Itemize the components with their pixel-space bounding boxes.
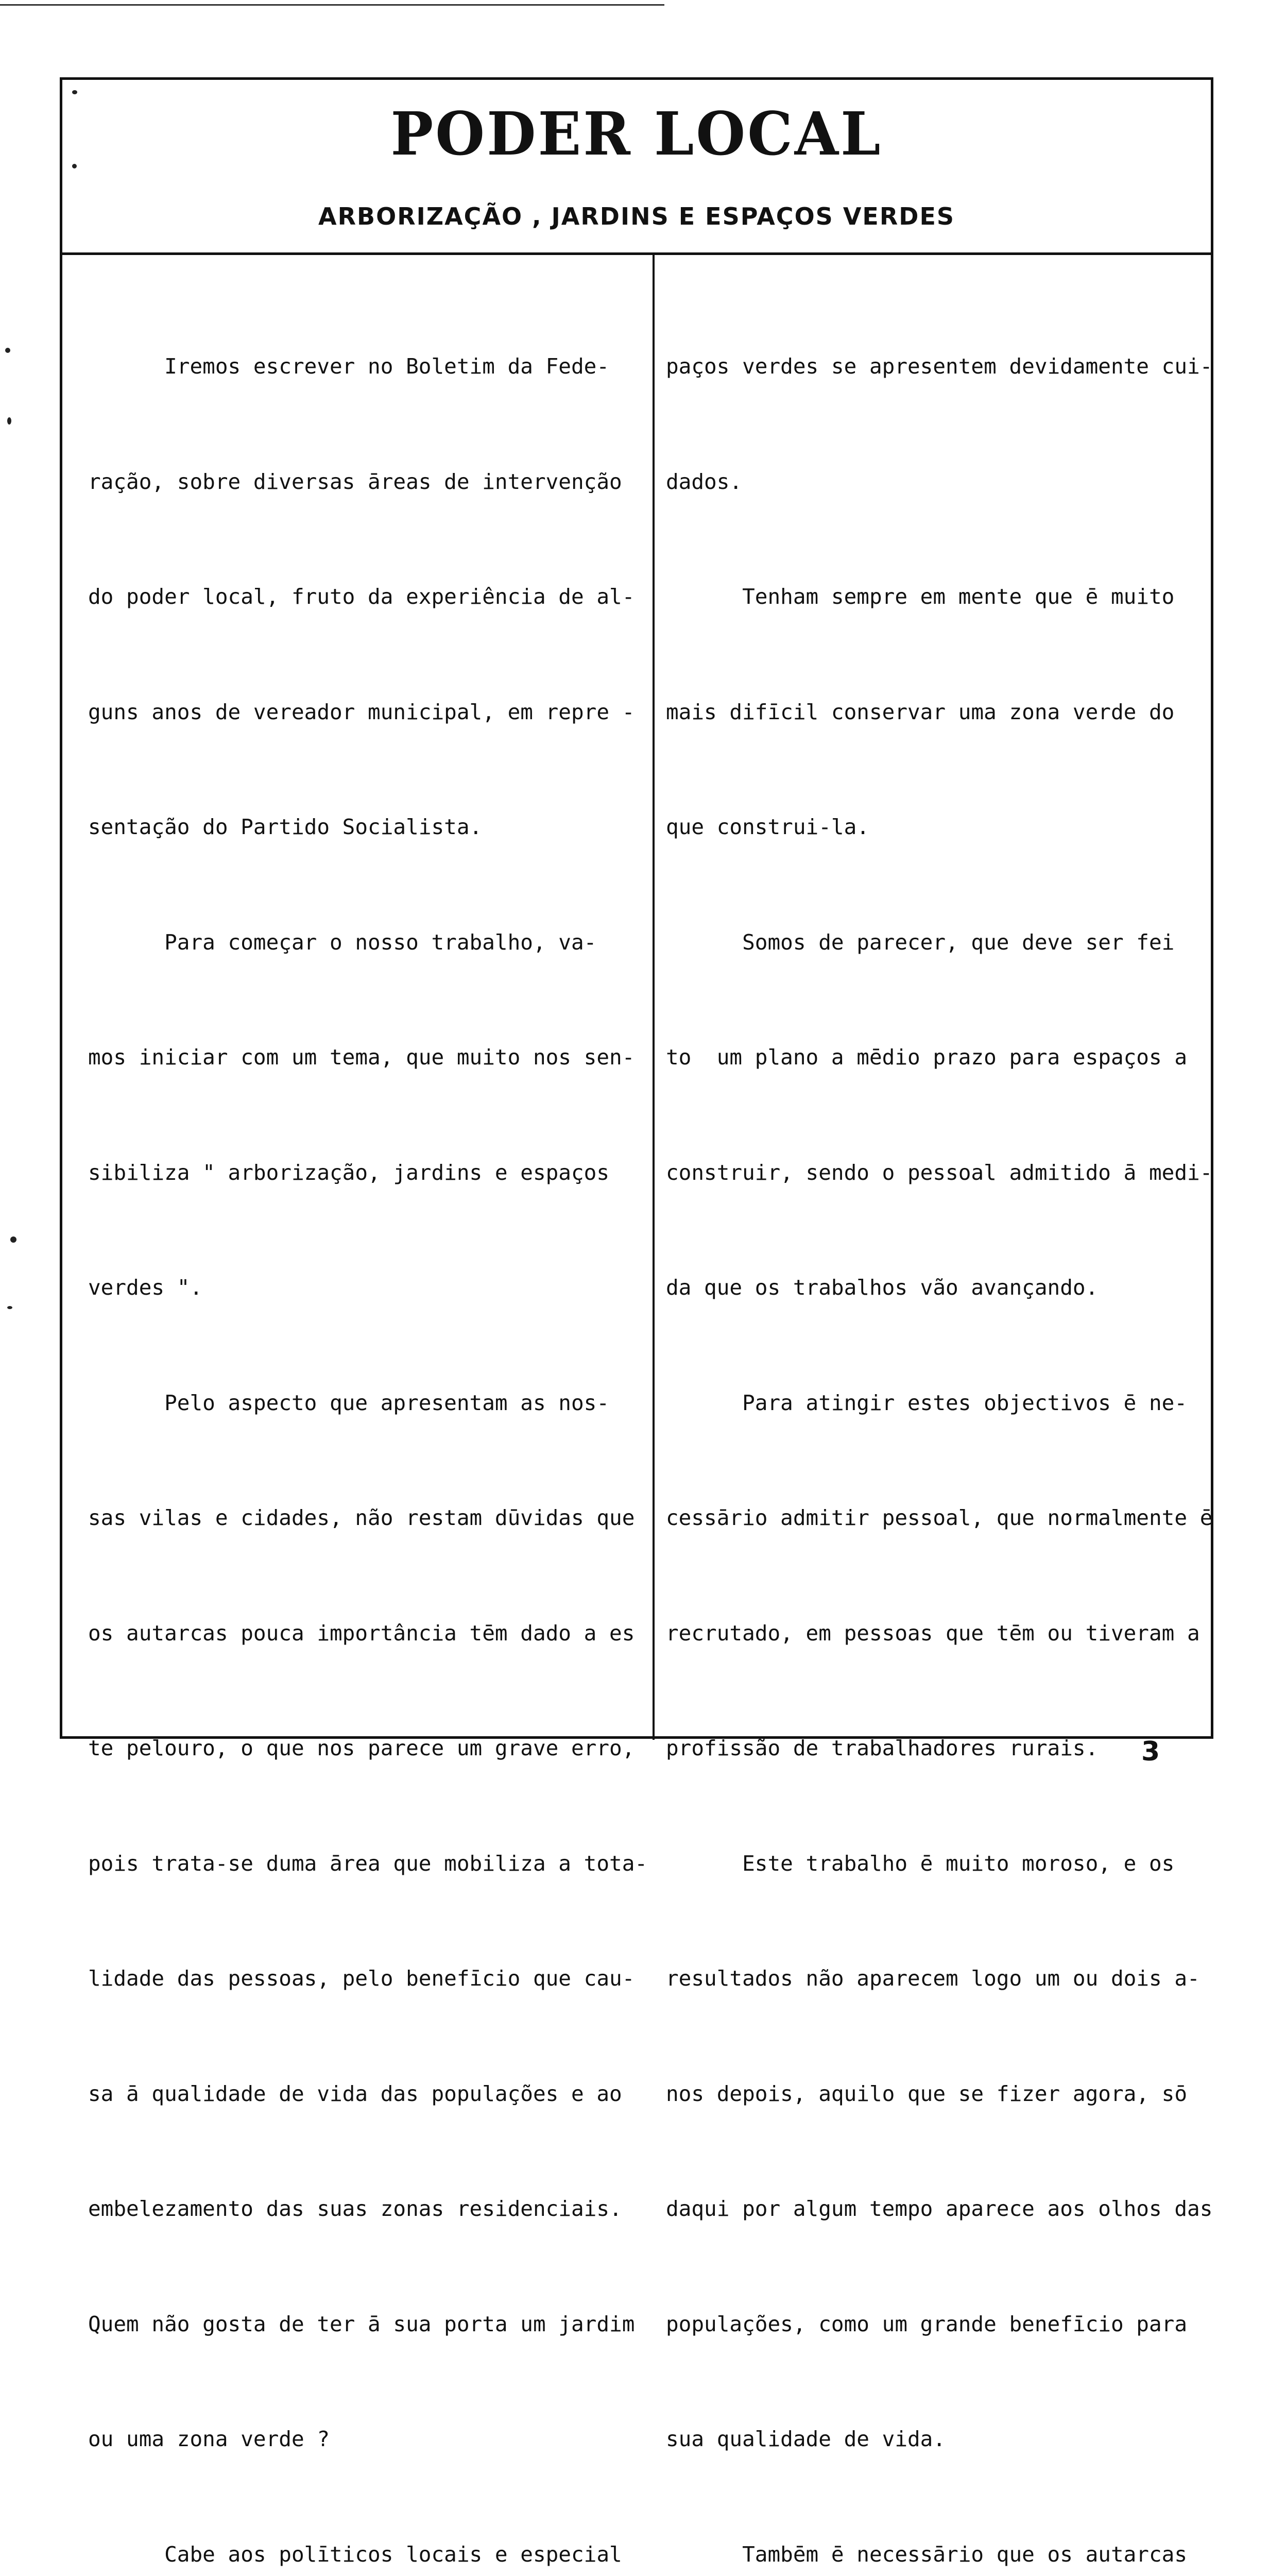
text-line: mais difīcil conservar uma zona verde do: [666, 699, 1175, 724]
text-line: mos iniciar com um tema, que muito nos sen-: [88, 1045, 635, 1070]
text-line: recrutado, em pessoas que tēm ou tiveram a: [666, 1620, 1200, 1646]
page-number: 3: [1141, 1736, 1160, 1767]
text-line: sa ā qualidade de vida das populações e ao: [88, 2081, 622, 2106]
text-line: ou uma zona verde ?: [88, 2427, 330, 2451]
text-line: te pelouro, o que nos parece um grave erro,: [88, 1736, 635, 1760]
column-divider: [653, 255, 655, 1740]
text-line: populações, como um grande benefīcio para: [666, 2311, 1188, 2336]
left-column: [88, 270, 648, 2576]
text-line: Somos de parecer, que deve ser fei: [666, 929, 1175, 955]
text-line: que construi-la.: [666, 815, 869, 839]
text-line: profissão de trabalhadores rurais.: [666, 1736, 1099, 1760]
text-line: Iremos escrever no Boletim da Fede-: [88, 354, 610, 379]
text-line: cessārio admitir pessoal, que normalmente ē: [666, 1505, 1213, 1530]
text-line: verdes ".: [88, 1275, 203, 1300]
scan-speck: [7, 1306, 12, 1309]
text-line: nos depois, aquilo que se fizer agora, sō: [666, 2081, 1188, 2106]
scan-top-rule: [0, 4, 664, 6]
article-frame: [60, 77, 1213, 2567]
text-line: to um plano a mēdio prazo para espaços a: [666, 1045, 1188, 1070]
text-line: paços verdes se apresentem devidamente cui-: [666, 354, 1213, 379]
text-line: Este trabalho ē muito moroso, e os: [666, 1851, 1175, 1876]
article-header: [62, 80, 1211, 255]
text-line: embelezamento das suas zonas residenciais.: [88, 2196, 622, 2221]
scan-speck: [5, 348, 10, 353]
text-line: Cabe aos polīticos locais e especial: [88, 2541, 622, 2567]
text-line: construir, sendo o pessoal admitido ā medi-: [666, 1160, 1213, 1185]
scan-speck: [72, 90, 77, 94]
text-line: da que os trabalhos vão avançando.: [666, 1275, 1099, 1300]
article-subtitle: ARBORIZAÇÃO , JARDINS E ESPAÇOS VERDES: [318, 202, 955, 230]
text-line: daqui por algum tempo aparece aos olhos das: [666, 2196, 1213, 2221]
text-line: sua qualidade de vida.: [666, 2427, 946, 2451]
scan-speck: [10, 1236, 16, 1243]
text-line: sentação do Partido Socialista.: [88, 815, 483, 839]
text-line: guns anos de vereador municipal, em repre -: [88, 699, 635, 724]
scan-speck: [72, 164, 77, 168]
text-line: pois trata-se duma ārea que mobiliza a tota-: [88, 1851, 648, 1876]
text-line: Para atingir estes objectivos ē ne-: [666, 1390, 1188, 1415]
text-line: do poder local, fruto da experiência de al-: [88, 584, 635, 609]
text-line: Tambēm ē necessārio que os autarcas: [666, 2541, 1188, 2567]
text-line: sibiliza " arborização, jardins e espaços: [88, 1160, 610, 1185]
text-line: Para começar o nosso trabalho, va-: [88, 929, 597, 955]
section-title: PODER LOCAL: [390, 98, 883, 169]
text-line: ração, sobre diversas āreas de intervenção: [88, 469, 622, 494]
right-column: [666, 270, 1212, 2576]
text-line: os autarcas pouca importância tēm dado a es: [88, 1620, 635, 1646]
text-line: Tenham sempre em mente que ē muito: [666, 584, 1175, 609]
text-line: Pelo aspecto que apresentam as nos-: [88, 1390, 610, 1415]
text-line: sas vilas e cidades, não restam dūvidas que: [88, 1505, 635, 1530]
text-line: dados.: [666, 469, 743, 494]
scan-speck: [7, 417, 11, 425]
text-line: Quem não gosta de ter ā sua porta um jardim: [88, 2311, 635, 2336]
text-line: lidade das pessoas, pelo benefīcio que cau-: [88, 1966, 635, 1991]
text-line: resultados não aparecem logo um ou dois a-: [666, 1966, 1200, 1991]
